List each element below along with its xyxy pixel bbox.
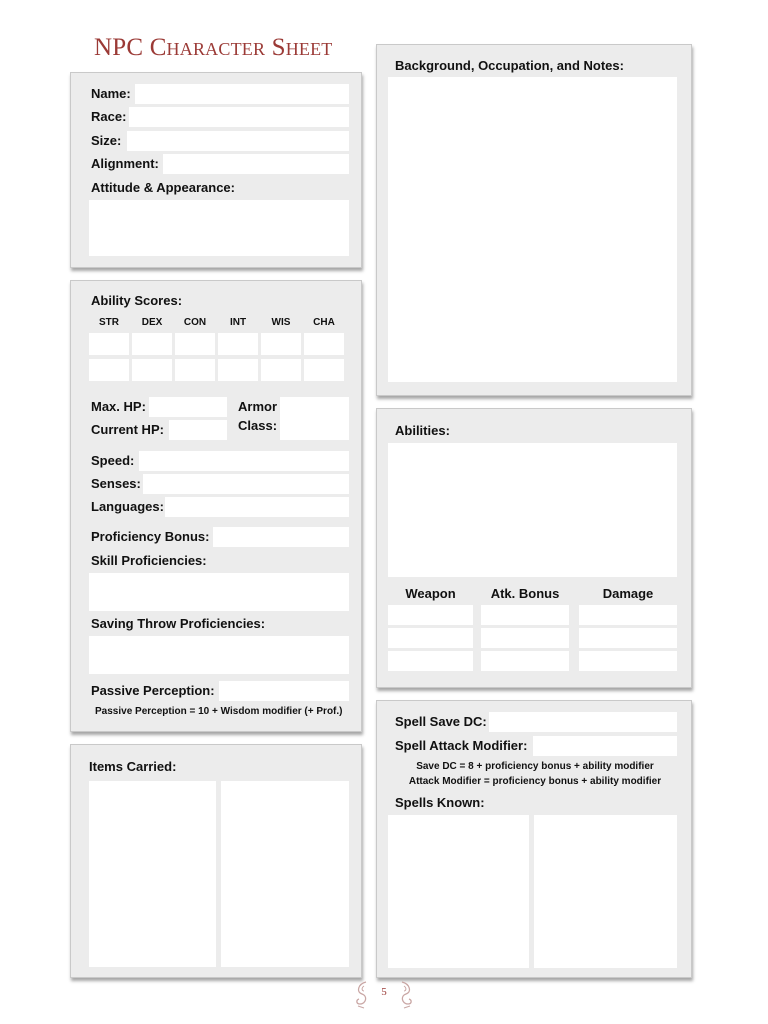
background-heading: Background, Occupation, and Notes: (395, 58, 624, 73)
name-label: Name: (91, 86, 131, 101)
page-title (94, 34, 333, 62)
spell-save-dc-label: Spell Save DC: (395, 714, 487, 729)
proficiency-bonus-label: Proficiency Bonus: (91, 529, 210, 544)
left-swirl-ornament-icon (352, 980, 372, 1010)
race-label: Race: (91, 109, 127, 124)
attitude-field[interactable] (89, 200, 349, 256)
skill-proficiencies-label: Skill Proficiencies: (91, 553, 207, 568)
save-dc-formula-note: Save DC = 8 + proficiency bonus + ability modifier (416, 761, 654, 772)
spells-known-heading: Spells Known: (395, 795, 485, 810)
ability-score-field[interactable] (218, 333, 258, 355)
alignment-field[interactable] (163, 154, 349, 174)
speed-field[interactable] (139, 451, 349, 471)
ability-wis-header: WIS (271, 317, 291, 328)
passive-perception-field[interactable] (219, 681, 349, 701)
ability-scores-heading: Ability Scores: (91, 293, 183, 308)
abilities-heading: Abilities: (395, 423, 450, 438)
ability-score-field[interactable] (175, 333, 215, 355)
right-swirl-ornament-icon (396, 980, 416, 1010)
ability-modifier-field[interactable] (304, 359, 344, 381)
page-number: 5 (381, 986, 387, 998)
spell-attack-modifier-field[interactable] (533, 736, 677, 756)
ability-con-header: CON (183, 317, 207, 328)
current-hp-label: Current HP: (91, 422, 164, 437)
damage-cell[interactable] (579, 651, 677, 671)
current-hp-field[interactable] (169, 420, 227, 440)
atk-bonus-cell[interactable] (481, 651, 569, 671)
atk-bonus-cell[interactable] (481, 628, 569, 648)
proficiency-bonus-field[interactable] (213, 527, 349, 547)
ability-modifier-field[interactable] (218, 359, 258, 381)
senses-field[interactable] (143, 474, 349, 494)
identity-panel (70, 72, 362, 268)
title-smallcaps: Character Sheet (149, 34, 333, 61)
spell-save-dc-field[interactable] (489, 712, 677, 732)
background-notes-field[interactable] (388, 77, 677, 382)
languages-label: Languages: (91, 499, 164, 514)
damage-cell[interactable] (579, 605, 677, 625)
stats-panel (70, 280, 362, 732)
max-hp-field[interactable] (149, 397, 227, 417)
ability-modifier-field[interactable] (261, 359, 301, 381)
weapon-cell[interactable] (388, 605, 473, 625)
spell-attack-modifier-label: Spell Attack Modifier: (395, 738, 528, 753)
spells-known-column-right[interactable] (534, 815, 677, 968)
speed-label: Speed: (91, 453, 135, 468)
damage-column-header: Damage (602, 586, 654, 601)
atk-bonus-column-header: Atk. Bonus (490, 586, 560, 601)
damage-cell[interactable] (579, 628, 677, 648)
languages-field[interactable] (165, 497, 349, 517)
items-column-right[interactable] (221, 781, 349, 967)
abilities-field[interactable] (388, 443, 677, 577)
ability-modifier-field[interactable] (132, 359, 172, 381)
ability-modifier-field[interactable] (175, 359, 215, 381)
spells-known-column-left[interactable] (388, 815, 529, 968)
name-field[interactable] (135, 84, 349, 104)
saving-throw-field[interactable] (89, 636, 349, 674)
size-label: Size: (91, 133, 122, 148)
armor-class-field[interactable] (280, 397, 349, 440)
title-main: NPC (94, 34, 150, 61)
saving-throw-label: Saving Throw Proficiencies: (91, 616, 266, 631)
background-panel (376, 44, 692, 396)
items-panel (70, 744, 362, 978)
attack-modifier-formula-note: Attack Modifier = proficiency bonus + ability modifier (408, 776, 662, 787)
ability-dex-header: DEX (141, 317, 163, 328)
items-carried-heading: Items Carried: (89, 759, 177, 774)
skill-proficiencies-field[interactable] (89, 573, 349, 611)
abilities-panel (376, 408, 692, 688)
alignment-label: Alignment: (91, 156, 159, 171)
attitude-label: Attitude & Appearance: (91, 180, 235, 195)
armor-class-label: Class: (238, 418, 278, 433)
ability-int-header: INT (229, 317, 247, 328)
spells-panel (376, 700, 692, 978)
ability-modifier-field[interactable] (89, 359, 129, 381)
weapon-cell[interactable] (388, 628, 473, 648)
weapon-column-header: Weapon (405, 586, 456, 601)
passive-perception-label: Passive Perception: (91, 683, 215, 698)
ability-score-field[interactable] (132, 333, 172, 355)
size-field[interactable] (127, 131, 349, 151)
items-column-left[interactable] (89, 781, 216, 967)
ability-score-field[interactable] (304, 333, 344, 355)
armor-label: Armor (238, 399, 278, 414)
race-field[interactable] (129, 107, 349, 127)
ability-cha-header: CHA (313, 317, 335, 328)
ability-score-field[interactable] (89, 333, 129, 355)
senses-label: Senses: (91, 476, 141, 491)
weapon-cell[interactable] (388, 651, 473, 671)
atk-bonus-cell[interactable] (481, 605, 569, 625)
ability-str-header: STR (99, 317, 119, 328)
passive-perception-note: Passive Perception = 10 + Wisdom modifier (+ Prof.) (95, 706, 343, 717)
ability-score-field[interactable] (261, 333, 301, 355)
max-hp-label: Max. HP: (91, 399, 146, 414)
